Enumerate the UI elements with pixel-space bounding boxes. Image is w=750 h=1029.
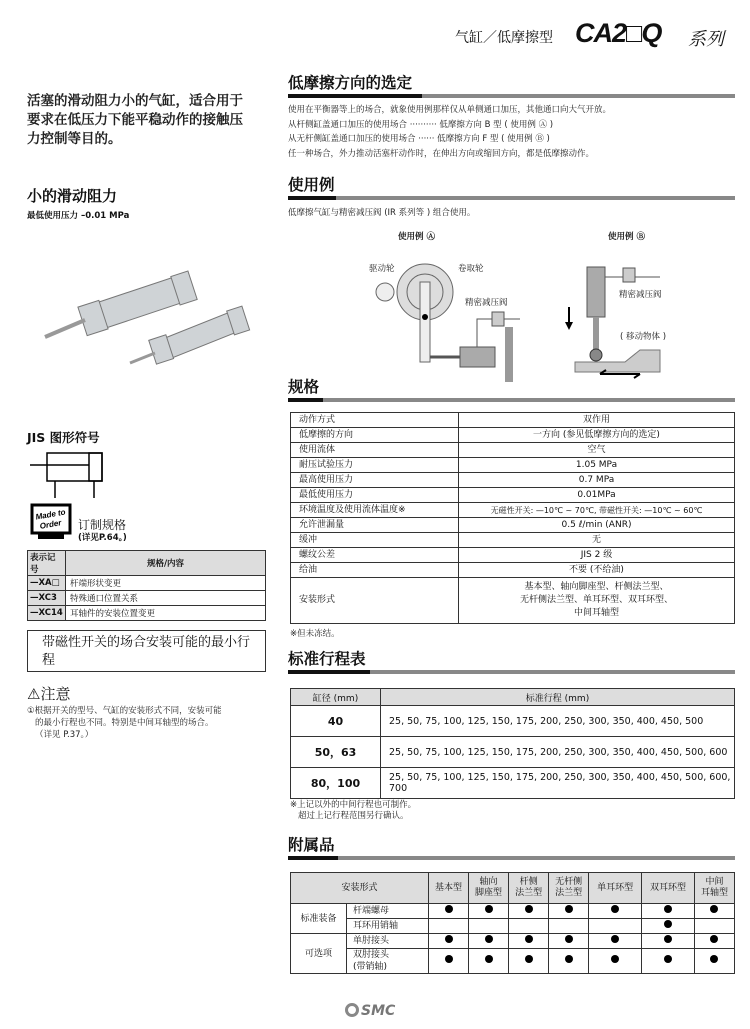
spec-note: ※但未冻结。 xyxy=(290,629,340,639)
caution-title xyxy=(27,683,70,704)
spec-label: 最低使用压力 xyxy=(291,488,459,503)
mark-cell xyxy=(469,919,509,934)
mark-cell xyxy=(469,904,509,919)
spec-value: 不要 (不给油) xyxy=(459,563,735,578)
included-dot-icon xyxy=(611,955,619,963)
code-cell: —XC3 xyxy=(28,591,66,606)
included-dot-icon xyxy=(485,935,493,943)
section-title: 使用例 xyxy=(288,176,335,194)
mark-cell xyxy=(694,949,734,974)
table-row xyxy=(291,737,735,768)
mark-cell xyxy=(642,919,695,934)
example-b-diagram xyxy=(565,262,675,382)
smc-logo xyxy=(345,1003,395,1019)
included-dot-icon xyxy=(710,905,718,913)
text-line: 使用在平衡器等上的场合，就象使用例那样仅从单侧通口加压，其他通口向大气开放。 xyxy=(288,105,612,115)
included-dot-icon xyxy=(664,905,672,913)
stroke-cell: 25, 50, 75, 100, 125, 150, 175, 200, 250, 300, 350, 400, 450, 500, 600 xyxy=(381,737,735,768)
table-row xyxy=(291,428,735,443)
intro-text xyxy=(27,92,267,149)
spec-label: 动作方式 xyxy=(291,413,459,428)
included-dot-icon xyxy=(710,955,718,963)
cylinder-product-image xyxy=(30,265,270,390)
mark-cell xyxy=(509,904,549,919)
desc-cell: 杆端形状变更 xyxy=(66,576,266,591)
mark-cell xyxy=(429,934,469,949)
spec-label: 低摩擦的方向 xyxy=(291,428,459,443)
table-row xyxy=(291,518,735,533)
note-line: ※上记以外的中间行程也可制作。 xyxy=(290,800,417,810)
intro-line: 力控制等目的。 xyxy=(27,131,122,147)
example-a-diagram xyxy=(370,262,530,382)
section-title: 附属品 xyxy=(288,836,335,854)
mto-table xyxy=(27,550,266,621)
included-dot-icon xyxy=(525,905,533,913)
stroke-notes xyxy=(290,800,416,822)
included-dot-icon xyxy=(611,905,619,913)
spec-value: 0.5 ℓ/min (ANR) xyxy=(459,518,735,533)
table-row xyxy=(291,873,735,904)
mark-cell xyxy=(694,904,734,919)
mark-cell xyxy=(469,949,509,974)
stroke-table xyxy=(290,688,735,799)
section-rule xyxy=(288,670,735,674)
included-dot-icon xyxy=(664,935,672,943)
table-row xyxy=(291,768,735,799)
table-row xyxy=(291,473,735,488)
table-row xyxy=(28,591,266,606)
header-cell: 双耳环型 xyxy=(642,873,695,904)
table-row xyxy=(291,904,735,919)
valve-b-label: 精密减压阀 xyxy=(619,290,662,300)
bore-cell: 40 xyxy=(291,706,381,737)
switch-min-stroke-box: 带磁性开关的场合安装可能的最小行程 xyxy=(27,630,266,672)
mark-cell xyxy=(469,934,509,949)
jis-symbol-icon xyxy=(27,450,107,500)
section-strokes xyxy=(288,650,735,674)
mark-cell xyxy=(549,919,589,934)
table-row xyxy=(28,551,266,576)
code-cell: —XA□ xyxy=(28,576,66,591)
header-cell: 单耳环型 xyxy=(589,873,642,904)
mark-cell xyxy=(642,949,695,974)
header-cell: 表示记号 xyxy=(28,551,66,576)
table-row xyxy=(291,443,735,458)
spec-value: 一方向 (参见低摩擦方向的选定) xyxy=(459,428,735,443)
included-dot-icon xyxy=(664,920,672,928)
mark-cell xyxy=(509,934,549,949)
mark-cell xyxy=(549,904,589,919)
spec-label: 最高使用压力 xyxy=(291,473,459,488)
section-title: 标准行程表 xyxy=(288,650,366,668)
feature-title: 小的滑动阻力 xyxy=(27,187,118,205)
spec-table xyxy=(290,412,735,624)
accessories-table xyxy=(290,872,735,974)
bore-cell: 80，100 xyxy=(291,768,381,799)
mark-cell xyxy=(429,904,469,919)
included-dot-icon xyxy=(485,905,493,913)
intro-line: 活塞的滑动阻力小的气缸，适合用于 xyxy=(27,93,243,109)
spec-value: 无磁性开关: —10℃ ~ 70℃, 带磁性开关: —10℃ ~ 60℃ xyxy=(459,503,735,518)
example-b-label: 使用例 Ⓑ xyxy=(608,232,645,242)
caution-line: （详见 P.37。） xyxy=(35,730,94,740)
header-cell: 中间 耳轴型 xyxy=(694,873,734,904)
section-rule xyxy=(288,94,735,98)
included-dot-icon xyxy=(565,955,573,963)
table-row xyxy=(291,488,735,503)
spec-value: JIS 2 级 xyxy=(459,548,735,563)
caution-label: 注意 xyxy=(40,685,71,703)
header-cell: 规格/内容 xyxy=(66,551,266,576)
section-rule xyxy=(288,856,735,860)
header-cell: 轴向 脚座型 xyxy=(469,873,509,904)
section-specs xyxy=(288,378,735,402)
table-row xyxy=(291,934,735,949)
note-line: 超过上记行程范围另行确认。 xyxy=(298,811,409,821)
group-cell: 标准装备 xyxy=(291,904,347,934)
stroke-cell: 25, 50, 75, 100, 125, 150, 175, 200, 250, 300, 350, 400, 450, 500, 600, 700 xyxy=(381,768,735,799)
text-line: 从杆侧缸盖通口加压的使用场合 ·········· 低摩擦方向 B 型 ( 使用例 Ⓐ ) xyxy=(288,119,554,130)
table-row xyxy=(291,458,735,473)
text-line: 低摩擦气缸与精密减压阀 (IR 系列等 ) 组合使用。 xyxy=(288,208,476,218)
group-cell: 可选项 xyxy=(291,934,347,974)
example-a-label: 使用例 Ⓐ xyxy=(398,232,435,242)
section-title: 规格 xyxy=(288,378,320,396)
included-dot-icon xyxy=(664,955,672,963)
spec-label: 环境温度及使用流体温度※ xyxy=(291,503,459,518)
item-cell: 杆端螺母 xyxy=(347,904,429,919)
header-cell: 无杆侧 法兰型 xyxy=(549,873,589,904)
included-dot-icon xyxy=(445,955,453,963)
included-dot-icon xyxy=(445,905,453,913)
svg-text:Order: Order xyxy=(39,518,63,531)
included-dot-icon xyxy=(565,905,573,913)
mark-cell xyxy=(509,919,549,934)
takeup-wheel-label: 卷取轮 xyxy=(458,264,484,274)
stroke-cell: 25, 50, 75, 100, 125, 150, 175, 200, 250, 300, 350, 400, 450, 500 xyxy=(381,706,735,737)
header-cell: 基本型 xyxy=(429,873,469,904)
section-examples xyxy=(288,176,735,221)
spec-value: 0.01MPa xyxy=(459,488,735,503)
included-dot-icon xyxy=(445,935,453,943)
spec-label: 缓冲 xyxy=(291,533,459,548)
mark-cell xyxy=(429,949,469,974)
valve-a-label: 精密减压阀 xyxy=(465,298,508,308)
made-to-order-logo xyxy=(30,503,72,541)
table-row xyxy=(291,533,735,548)
spec-value: 无 xyxy=(459,533,735,548)
table-row xyxy=(291,548,735,563)
table-row xyxy=(28,576,266,591)
drive-wheel-label: 驱动轮 xyxy=(369,264,395,274)
mark-cell xyxy=(694,919,734,934)
item-cell: 双肘接头 (带销轴) xyxy=(347,949,429,974)
included-dot-icon xyxy=(565,935,573,943)
table-row xyxy=(28,606,266,621)
included-dot-icon xyxy=(525,955,533,963)
spec-value: 基本型、轴向脚座型、杆侧法兰型、 无杆侧法兰型、单耳环型、双耳环型、 中间耳轴型 xyxy=(459,578,735,624)
table-row xyxy=(291,689,735,706)
smc-logo-text: SMC xyxy=(361,1003,396,1019)
spec-label: 使用流体 xyxy=(291,443,459,458)
mark-cell xyxy=(589,934,642,949)
included-dot-icon xyxy=(611,935,619,943)
mark-cell xyxy=(589,919,642,934)
header-cell: 标准行程 (mm) xyxy=(381,689,735,706)
mto-title: 订制规格 xyxy=(78,518,127,532)
mark-cell xyxy=(694,934,734,949)
mark-cell xyxy=(429,919,469,934)
header-cell: 缸径 (mm) xyxy=(291,689,381,706)
included-dot-icon xyxy=(710,935,718,943)
jis-title: JIS 图形符号 xyxy=(27,430,100,445)
desc-cell: 耳轴件的安装位置变更 xyxy=(66,606,266,621)
bore-cell: 50，63 xyxy=(291,737,381,768)
table-row xyxy=(291,706,735,737)
mark-cell xyxy=(642,904,695,919)
section-rule xyxy=(288,398,735,402)
header-cell: 杆侧 法兰型 xyxy=(509,873,549,904)
mark-cell xyxy=(589,949,642,974)
header-model: CA2□Q xyxy=(575,18,662,48)
moving-object-label: ( 移动物体 ) xyxy=(620,332,667,342)
item-cell: 单肘接头 xyxy=(347,934,429,949)
spec-value: 双作用 xyxy=(459,413,735,428)
table-row xyxy=(291,919,735,934)
section-title: 低摩擦方向的选定 xyxy=(288,74,413,92)
spec-label: 允许泄漏量 xyxy=(291,518,459,533)
text-line: 从无杆侧缸盖通口加压的使用场合 ······ 低摩擦方向 F 型 ( 使用例 Ⓑ ) xyxy=(288,134,550,144)
code-cell: —XC14 xyxy=(28,606,66,621)
caution-line: ①根据开关的型号、气缸的安装形式不同，安装可能 xyxy=(27,706,222,716)
desc-cell: 特殊通口位置关系 xyxy=(66,591,266,606)
section-selection xyxy=(288,74,735,161)
spec-value: 空气 xyxy=(459,443,735,458)
mark-cell xyxy=(549,934,589,949)
spec-label: 螺纹公差 xyxy=(291,548,459,563)
feature-sub: 最低使用压力 –0.01 MPa xyxy=(27,211,130,221)
mark-cell xyxy=(589,904,642,919)
section-accessories xyxy=(288,836,735,860)
table-row xyxy=(291,949,735,974)
included-dot-icon xyxy=(485,955,493,963)
mark-cell xyxy=(549,949,589,974)
table-row xyxy=(291,413,735,428)
item-cell: 耳环用销轴 xyxy=(347,919,429,934)
svg-text:Made to: Made to xyxy=(34,507,67,522)
header-subtitle: 气缸／低摩擦型 xyxy=(455,30,553,46)
intro-line: 要求在低压力下能平稳动作的接触压 xyxy=(27,112,243,128)
table-row xyxy=(291,503,735,518)
caution-text xyxy=(27,705,272,741)
table-row xyxy=(291,578,735,624)
included-dot-icon xyxy=(525,935,533,943)
spec-label: 安装形式 xyxy=(291,578,459,624)
spec-label: 给油 xyxy=(291,563,459,578)
caution-line: 的最小行程也不同。特别是中间耳轴型的场合。 xyxy=(35,718,214,728)
mto-ref[interactable]: (详见P.64。) xyxy=(78,533,127,543)
section-rule xyxy=(288,196,735,200)
text-line: 任一种场合，外力推动活塞杆动作时，在伸出方向或缩回方向，都是低摩擦动作。 xyxy=(288,148,595,159)
spec-value: 1.05 MPa xyxy=(459,458,735,473)
header-cell: 安装形式 xyxy=(291,873,429,904)
spec-label: 耐压试验压力 xyxy=(291,458,459,473)
warning-icon: ⚠ xyxy=(27,685,41,703)
mark-cell xyxy=(642,934,695,949)
table-row xyxy=(291,563,735,578)
header-series: 系列 xyxy=(688,29,724,50)
mark-cell xyxy=(509,949,549,974)
spec-value: 0.7 MPa xyxy=(459,473,735,488)
